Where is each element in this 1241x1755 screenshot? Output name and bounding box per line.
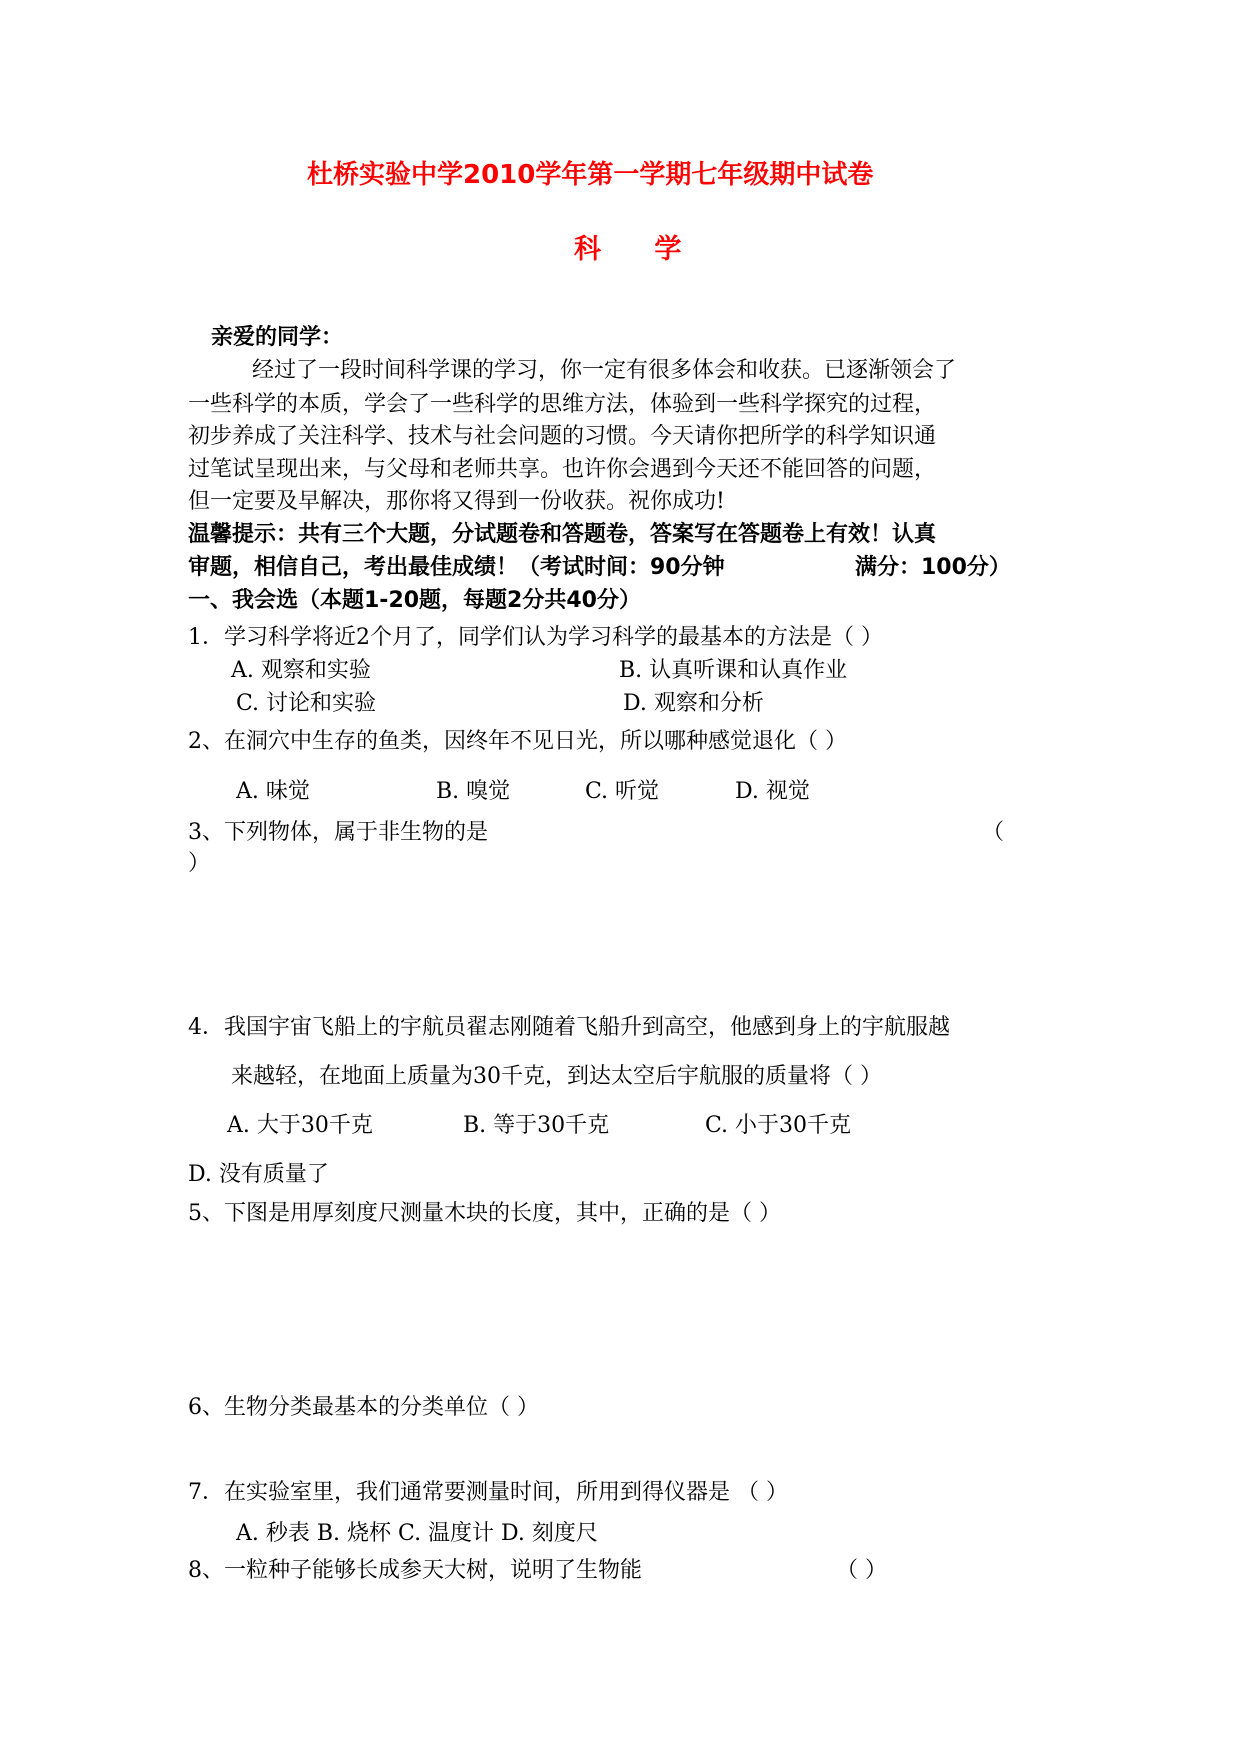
question-2-option-d: D. 视觉 [735,779,810,804]
intro-line: 初步养成了关注科学、技术与社会问题的习惯。今天请你把所学的科学知识通 [188,424,937,449]
greeting: 亲爱的同学： [211,325,344,350]
question-5-stem: 5、下图是用厚刻度尺测量木块的长度，其中，正确的是（ ） [188,1201,781,1226]
question-4-option-d: D. 没有质量了 [188,1162,329,1187]
question-2-option-b: B. 嗅觉 [436,779,511,804]
intro-line: 但一定要及早解决，那你将又得到一份收获。祝你成功! [188,489,725,514]
question-8-stem: 8、一粒种子能够长成参天大树，说明了生物能 [188,1558,642,1583]
section-heading: 一、我会选（本题1-20题，每题2分共40分） [188,588,641,613]
question-7-stem: 7．在实验室里，我们通常要测量时间，所用到得仪器是 （ ） [188,1480,788,1505]
question-3-paren-open: （ [982,820,1005,845]
question-1-stem: 1．学习科学将近2个月了，同学们认为学习科学的最基本的方法是（ ） [188,625,883,650]
question-2-option-c: C. 听觉 [585,779,660,804]
question-1-option-b: B. 认真听课和认真作业 [619,658,848,683]
question-4-stem-line: 4．我国宇宙飞船上的宇航员翟志刚随着飞船升到高空，他感到身上的宇航服越 [188,1015,950,1040]
exam-tips-line: 温馨提示：共有三个大题，分试题卷和答题卷，答案写在答题卷上有效！认真 [188,522,937,547]
exam-score-info: 满分：100分） [855,555,1011,580]
question-8-paren: （ ） [836,1558,887,1583]
question-4-option-b: B. 等于30千克 [463,1113,610,1138]
question-3-paren-close: ） [188,851,211,876]
question-4-stem-line: 来越轻，在地面上质量为30千克，到达太空后宇航服的质量将（ ） [231,1064,882,1089]
question-2-stem: 2、在洞穴中生存的鱼类，因终年不见日光，所以哪种感觉退化（ ） [188,729,847,754]
intro-line: 过笔试呈现出来，与父母和老师共享。也许你会遇到今天还不能回答的问题， [188,457,937,482]
exam-title: 杜桥实验中学2010学年第一学期七年级期中试卷 [307,160,874,190]
question-4-option-c: C. 小于30千克 [705,1113,852,1138]
question-2-option-a: A. 味觉 [236,779,310,804]
exam-tips-line: 审题，相信自己，考出最佳成绩！（考试时间：90分钟 [188,555,725,580]
intro-line: 经过了一段时间科学课的学习，你一定有很多体会和收获。已逐渐领会了 [252,358,957,383]
question-1-option-c: C. 讨论和实验 [236,691,377,716]
question-6-stem: 6、生物分类最基本的分类单位（ ） [188,1395,539,1420]
question-3-stem: 3、下列物体，属于非生物的是 [188,820,488,845]
question-4-option-a: A. 大于30千克 [227,1113,373,1138]
intro-line: 一些科学的本质，学会了一些科学的思维方法，体验到一些科学探究的过程， [188,392,937,417]
question-1-option-a: A. 观察和实验 [231,658,371,683]
question-7-options: A. 秒表 B. 烧杯 C. 温度计 D. 刻度尺 [236,1521,598,1546]
subject-title: 科 学 [574,234,704,265]
question-1-option-d: D. 观察和分析 [623,691,764,716]
